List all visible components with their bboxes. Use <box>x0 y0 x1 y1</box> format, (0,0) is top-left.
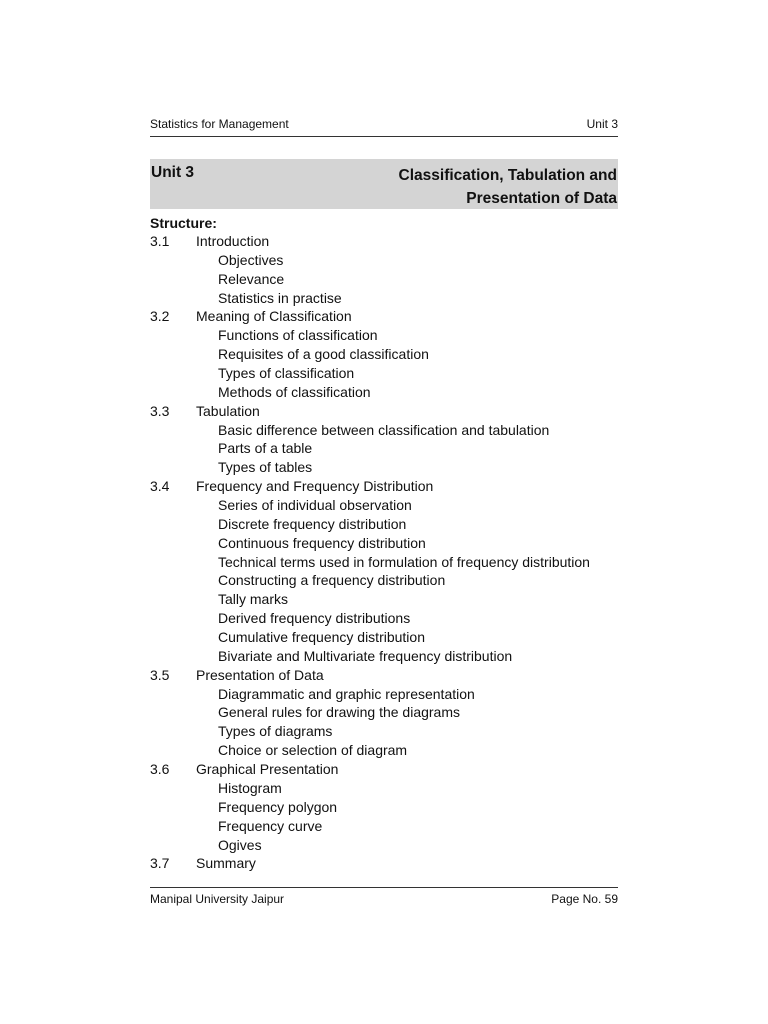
toc-section-row <box>150 854 618 873</box>
toc-subsection-row <box>150 534 618 553</box>
toc-section-title: Tabulation <box>196 402 260 419</box>
toc-subsection-row <box>150 251 618 270</box>
toc-subsection-title: Methods of classification <box>218 383 371 400</box>
toc-section-title: Graphical Presentation <box>196 761 339 778</box>
toc-subsection-row <box>150 722 618 741</box>
toc-section-row <box>150 760 618 779</box>
toc-section-title: Introduction <box>196 233 270 249</box>
toc-subsection-title: General rules for drawing the diagrams <box>218 704 461 721</box>
toc-section-number: 3.3 <box>150 402 170 419</box>
toc-subsection-title: Technical terms used in formulation of frequency distribution <box>218 553 590 570</box>
toc-subsection-row <box>150 628 618 647</box>
footer-publisher: Manipal University Jaipur <box>150 892 285 906</box>
toc-subsection-row <box>150 439 618 458</box>
header-rule <box>150 136 618 137</box>
toc-subsection-row <box>150 609 618 628</box>
toc-section-row <box>150 402 618 421</box>
toc-subsection-title: Relevance <box>218 270 285 287</box>
toc-subsection-title: Parts of a table <box>218 440 313 457</box>
toc-subsection-title: Types of diagrams <box>218 723 333 740</box>
toc-subsection-title: Diagrammatic and graphic representation <box>218 685 475 702</box>
toc-subsection-title: Bivariate and Multivariate frequency distribution <box>218 647 513 664</box>
toc-subsection-title: Histogram <box>218 779 282 796</box>
toc-subsection-title: Cumulative frequency distribution <box>218 629 425 646</box>
toc-subsection-title: Objectives <box>218 251 284 268</box>
toc-section-number: 3.5 <box>150 666 170 683</box>
toc-subsection-row <box>150 798 618 817</box>
toc-subsection-title: Types of tables <box>218 459 313 476</box>
toc-subsection-row <box>150 647 618 666</box>
toc-subsection-row <box>150 836 618 855</box>
running-header <box>150 117 618 131</box>
toc-subsection-row <box>150 817 618 836</box>
page-number: Page No. 59 <box>551 892 618 906</box>
toc-subsection-row <box>150 364 618 383</box>
toc-subsection-title: Constructing a frequency distribution <box>218 572 446 589</box>
toc-subsection-row <box>150 289 618 308</box>
unit-title: Classification, Tabulation and Presentation of Data <box>398 167 617 207</box>
toc-subsection-title: Basic difference between classification and tabulation <box>218 421 550 438</box>
toc-subsection-title: Functions of classification <box>218 327 378 344</box>
toc-subsection-title: Discrete frequency distribution <box>218 515 407 532</box>
toc-section-title: Presentation of Data <box>196 666 324 683</box>
toc-subsection-row <box>150 421 618 440</box>
toc-subsection-row <box>150 553 618 572</box>
toc-subsection-title: Types of classification <box>218 365 355 382</box>
footer-rule <box>150 887 618 888</box>
header-unit: Unit 3 <box>586 117 618 131</box>
toc-section-row <box>150 477 618 496</box>
unit-label: Unit 3 <box>151 164 195 181</box>
toc-subsection-title: Series of individual observation <box>218 497 412 514</box>
toc-subsection-row <box>150 345 618 364</box>
unit-banner <box>150 159 618 209</box>
toc-section-number: 3.2 <box>150 308 170 325</box>
toc-subsection-title: Frequency polygon <box>218 798 338 815</box>
toc-section-title: Summary <box>196 855 256 872</box>
toc-subsection-row <box>150 741 618 760</box>
toc-section-number: 3.6 <box>150 761 170 778</box>
toc-subsection-row <box>150 458 618 477</box>
toc-subsection-row <box>150 270 618 289</box>
toc-subsection-row <box>150 496 618 515</box>
toc-subsection-row <box>150 779 618 798</box>
table-of-contents <box>150 232 618 873</box>
running-footer <box>150 892 618 906</box>
toc-subsection-title: Statistics in practise <box>218 289 342 306</box>
toc-subsection-title: Derived frequency distributions <box>218 610 411 627</box>
toc-subsection-row <box>150 326 618 345</box>
toc-section-number: 3.1 <box>150 233 170 249</box>
toc-subsection-title: Tally marks <box>218 591 289 608</box>
toc-section-row <box>150 232 618 251</box>
toc-subsection-row <box>150 703 618 722</box>
toc-subsection-title: Continuous frequency distribution <box>218 534 426 551</box>
toc-subsection-row <box>150 571 618 590</box>
toc-section-number: 3.4 <box>150 478 170 495</box>
toc-subsection-title: Requisites of a good classification <box>218 346 429 363</box>
toc-section-title: Meaning of Classification <box>196 308 352 325</box>
toc-subsection-row <box>150 590 618 609</box>
header-book-title: Statistics for Management <box>150 117 289 131</box>
toc-subsection-title: Frequency curve <box>218 817 323 834</box>
toc-subsection-title: Choice or selection of diagram <box>218 742 408 759</box>
structure-heading: Structure: <box>150 215 217 231</box>
toc-section-row <box>150 666 618 685</box>
toc-subsection-title: Ogives <box>218 836 262 853</box>
toc-subsection-row <box>150 383 618 402</box>
toc-section-title: Frequency and Frequency Distribution <box>196 478 434 495</box>
toc-subsection-row <box>150 515 618 534</box>
toc-section-number: 3.7 <box>150 855 170 872</box>
toc-section-row <box>150 307 618 326</box>
toc-subsection-row <box>150 685 618 704</box>
